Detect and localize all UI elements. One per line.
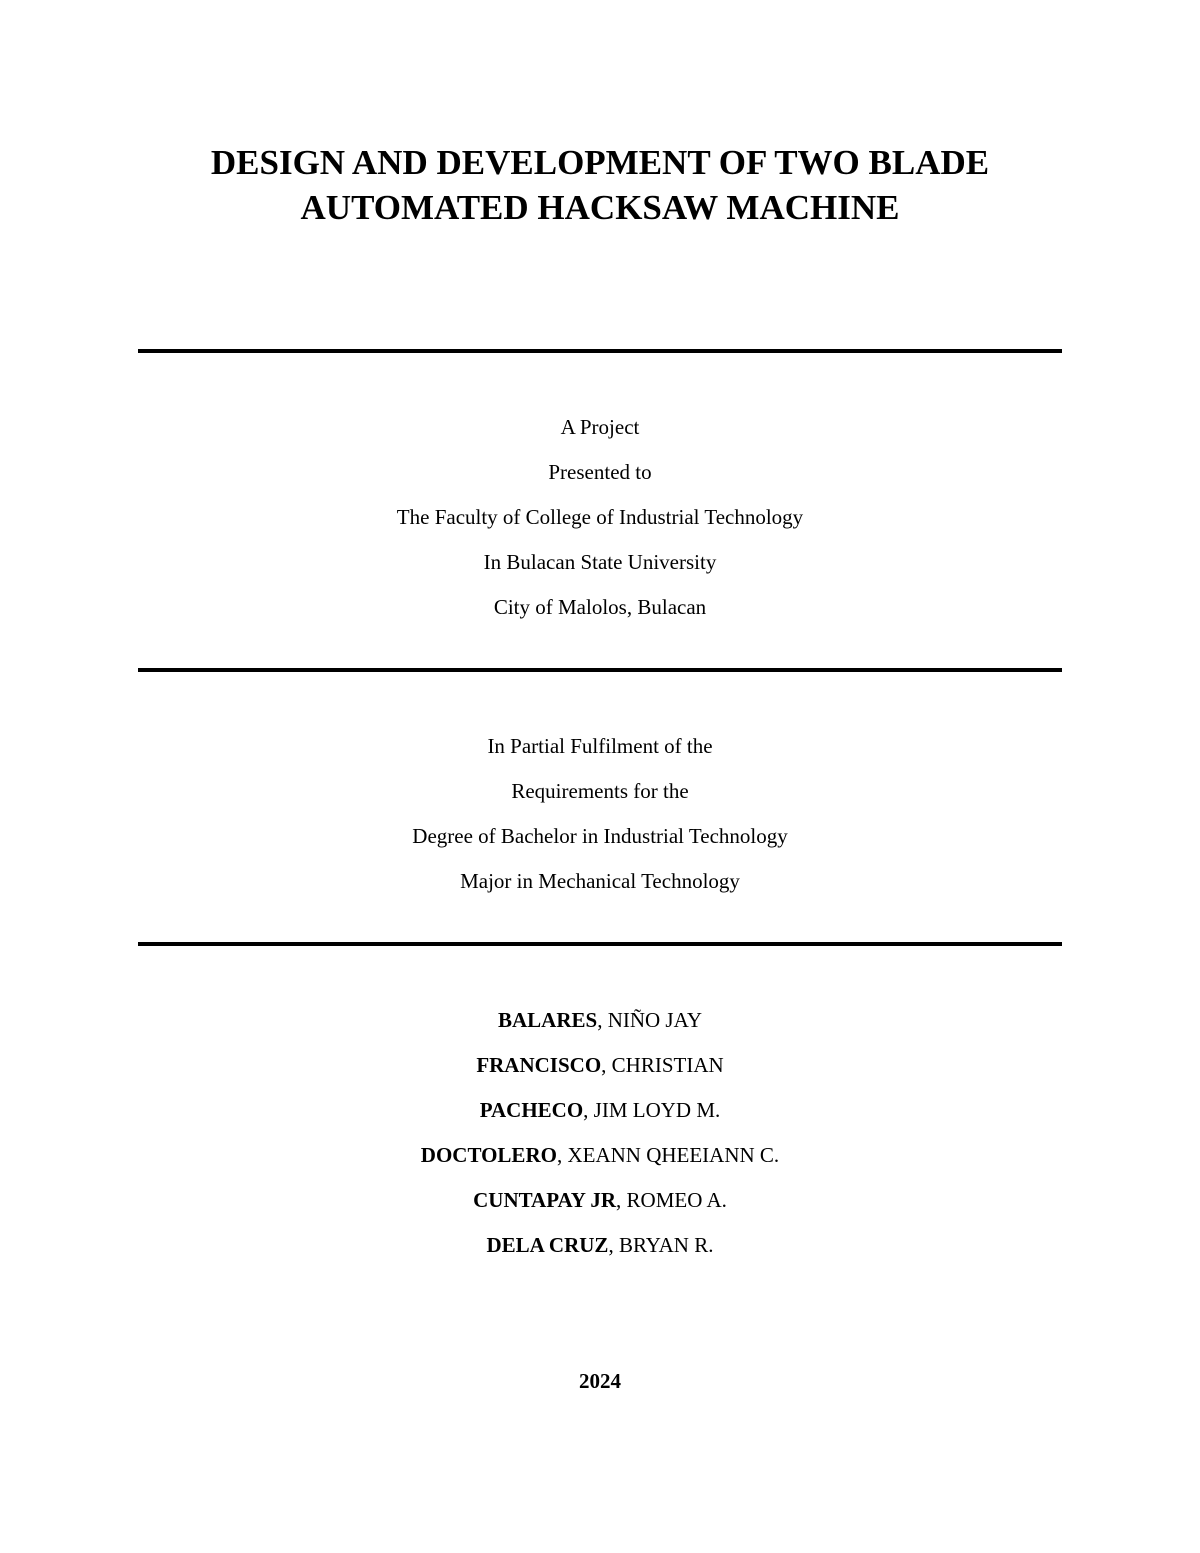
authors-list (0, 998, 1200, 1268)
author-entry (0, 1088, 1200, 1133)
author-given-name: , ROMEO A. (616, 1188, 727, 1212)
presentation-line: The Faculty of College of Industrial Technology (396, 505, 804, 529)
author-given-name: , NIÑO JAY (597, 1008, 703, 1032)
presentation-line: A Project (560, 415, 640, 439)
presentation-line: Presented to (548, 460, 652, 484)
author-given-name: , JIM LOYD M. (583, 1098, 721, 1122)
author-entry (0, 1223, 1200, 1268)
divider-rule-bottom (138, 942, 1062, 946)
author-surname: BALARES (497, 1008, 598, 1032)
author-given-name: , XEANN QHEEIANN C. (556, 1143, 780, 1167)
requirements-block (0, 724, 1200, 904)
document-title (0, 140, 1200, 230)
requirements-line: Degree of Bachelor in Industrial Technology (412, 824, 788, 848)
author-surname: DOCTOLERO (420, 1143, 557, 1167)
document-title-line-1: DESIGN AND DEVELOPMENT OF TWO BLADE (210, 143, 990, 182)
presentation-block (0, 405, 1200, 630)
requirements-line: In Partial Fulfilment of the (487, 734, 713, 758)
author-entry (0, 1178, 1200, 1223)
author-surname: PACHECO (479, 1098, 584, 1122)
presentation-line: City of Malolos, Bulacan (493, 595, 707, 619)
author-surname: CUNTAPAY JR (473, 1188, 617, 1212)
divider-rule-top (138, 349, 1062, 353)
author-surname: DELA CRUZ (486, 1233, 609, 1257)
author-given-name: , BRYAN R. (608, 1233, 714, 1257)
publication-year: 2024 (579, 1369, 621, 1393)
document-title-line-2: AUTOMATED HACKSAW MACHINE (300, 188, 900, 227)
author-given-name: , CHRISTIAN (601, 1053, 724, 1077)
author-entry (0, 1133, 1200, 1178)
author-entry (0, 1043, 1200, 1088)
presentation-line: In Bulacan State University (483, 550, 717, 574)
author-entry (0, 998, 1200, 1043)
author-surname: FRANCISCO (476, 1053, 602, 1077)
requirements-line: Requirements for the (511, 779, 689, 803)
requirements-line: Major in Mechanical Technology (460, 869, 740, 893)
divider-rule-middle (138, 668, 1062, 672)
